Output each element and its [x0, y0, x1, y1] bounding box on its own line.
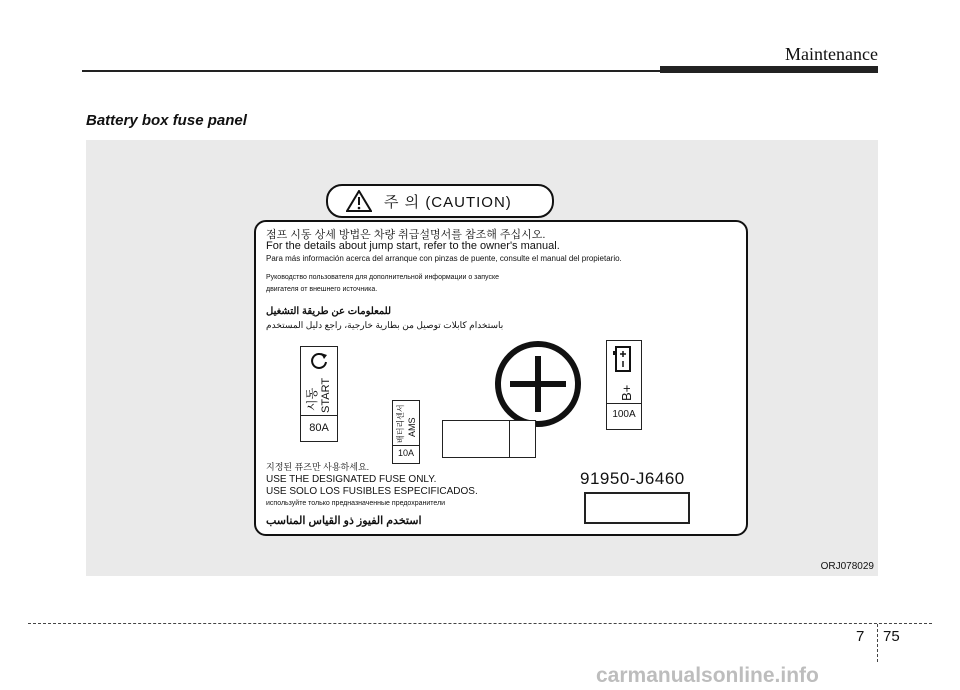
fuse-panel-figure	[86, 140, 878, 576]
caution-banner	[326, 184, 554, 218]
battery-icon	[613, 345, 633, 373]
fuse-warning-spanish: USE SOLO LOS FUSIBLES ESPECIFICADOS.	[266, 486, 478, 497]
jump-start-note-arabic-2: باستخدام كابلات توصيل من بطارية خارجية، راجع دليل المستخدم	[266, 320, 504, 330]
start-fuse-divider	[301, 415, 337, 416]
blank-fuse-slot	[442, 420, 536, 458]
fuse-warning-arabic: استخدم الفيوز ذو القياس المناسب	[266, 515, 422, 527]
start-fuse-label	[300, 346, 338, 442]
b-plus-fuse-rating: 100A	[612, 409, 636, 420]
fuse-warning-russian: используйте только предназначенные предохранители	[266, 500, 446, 507]
watermark: carmanualsonline.info	[596, 664, 819, 687]
header-rule	[82, 70, 660, 72]
fuse-label-panel	[254, 220, 748, 536]
b-plus-fuse-label	[606, 340, 642, 430]
ams-fuse-name: AMS	[407, 417, 417, 437]
section-title: Maintenance	[785, 44, 878, 64]
circular-arrow-icon	[309, 351, 329, 371]
b-plus-fuse-divider	[607, 403, 641, 404]
blank-slot-divider	[509, 421, 510, 457]
footer-rule	[28, 623, 932, 624]
figure-code: ORJ078029	[820, 561, 874, 572]
page-number: 75	[883, 628, 900, 645]
ams-fuse-rating: 10A	[397, 448, 414, 458]
part-number-box	[584, 492, 690, 524]
ams-fuse-divider	[393, 445, 419, 446]
fuse-warning-english: USE THE DESIGNATED FUSE ONLY.	[266, 474, 437, 485]
jump-start-note-russian-1: Руководство пользователя для дополнительной информации о запуске	[266, 274, 500, 281]
caution-label: 주 의 (CAUTION)	[384, 194, 512, 211]
figure-title: Battery box fuse panel	[86, 112, 247, 129]
ams-fuse-korean: 배터리센서	[396, 404, 405, 443]
jump-start-note-spanish: Para más información acerca del arranque con pinzas de puente, consulte el manual del propietario.	[266, 254, 622, 263]
jump-start-note-korean: 점프 시동 상세 방법은 차량 취급설명서를 참조해 주십시오.	[266, 229, 546, 241]
fuse-warning-korean: 지정된 퓨즈만 사용하세요.	[266, 462, 370, 472]
jump-start-note-arabic-1: للمعلومات عن طريقة التشغيل	[266, 306, 392, 317]
header-rule-accent	[660, 66, 878, 73]
start-fuse-korean: 시동	[305, 387, 319, 411]
jump-start-note-english: For the details about jump start, refer to the owner's manual.	[266, 240, 560, 252]
circled-plus-icon	[494, 340, 582, 428]
start-fuse-name: START	[320, 377, 332, 413]
start-fuse-rating: 80A	[309, 422, 329, 434]
page-separator	[877, 624, 878, 662]
chapter-number: 7	[856, 628, 865, 645]
b-plus-fuse-name: B+	[619, 384, 634, 401]
warning-triangle-icon	[346, 190, 372, 212]
part-number: 91950-J6460	[580, 469, 685, 488]
jump-start-note-russian-2: двигателя от внешнего источника.	[266, 286, 378, 293]
ams-fuse-label	[392, 400, 420, 464]
